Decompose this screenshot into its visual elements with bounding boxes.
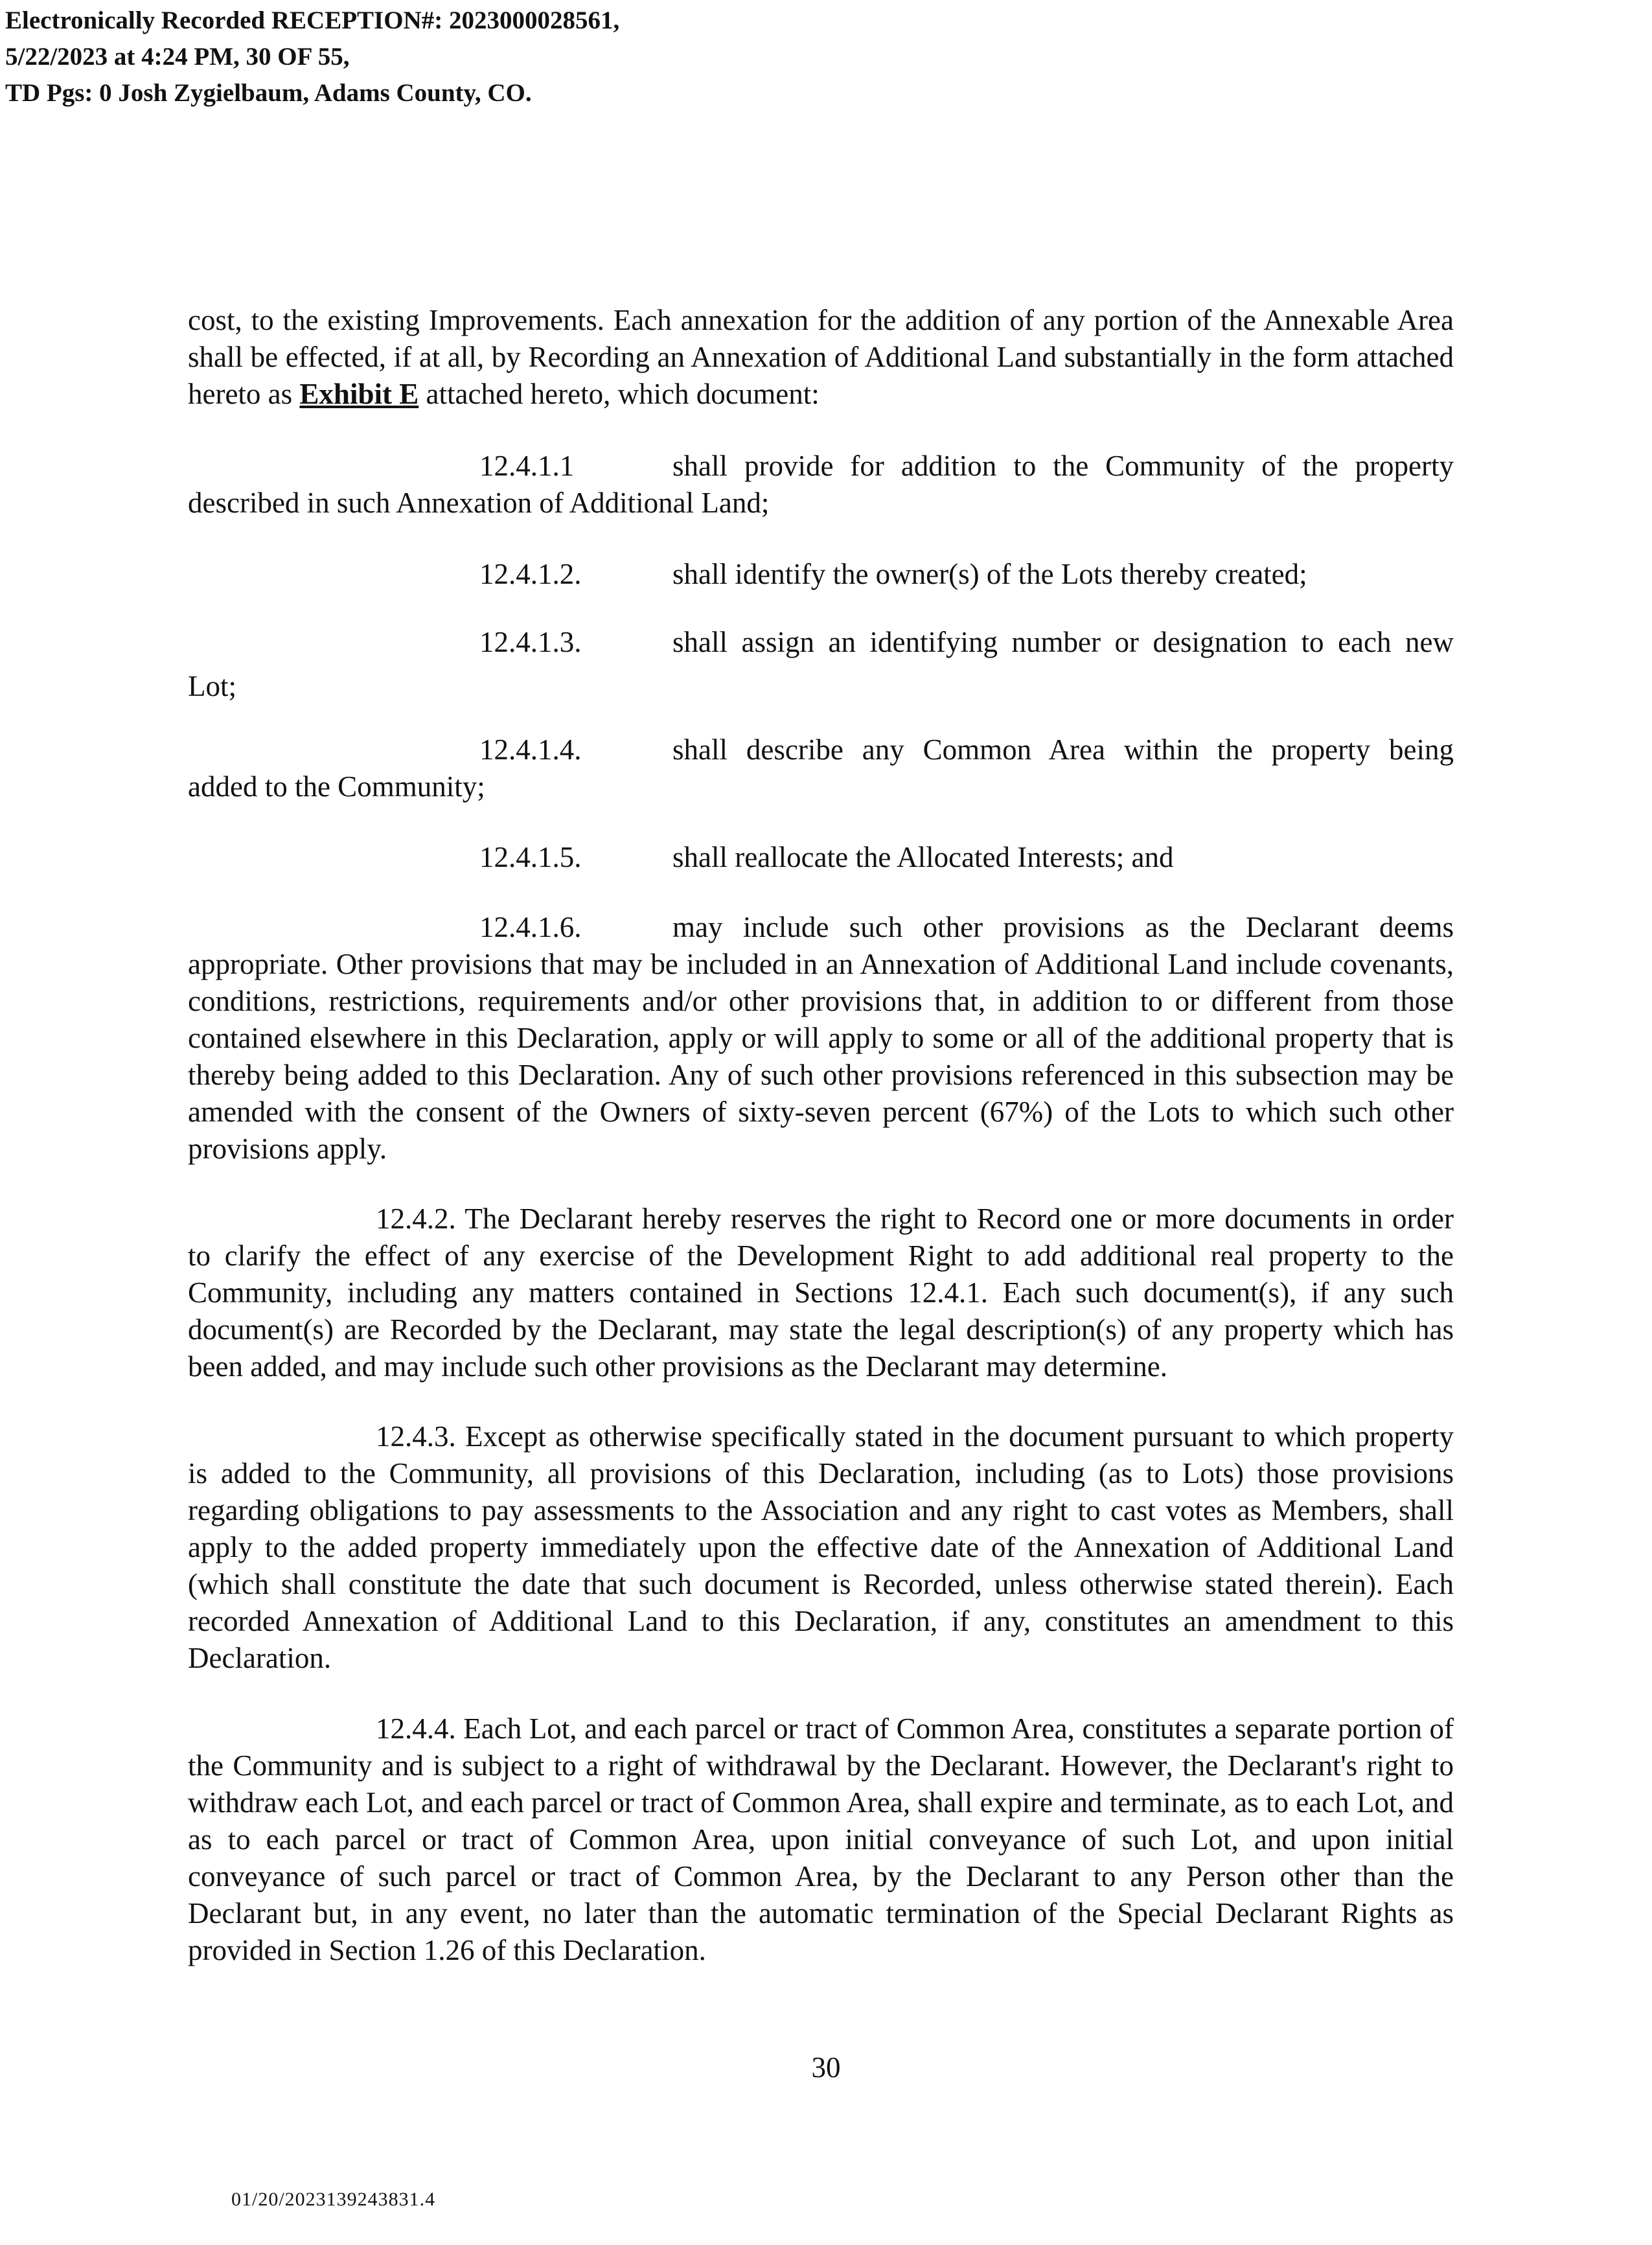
subsection-number: 12.4.1.5.: [479, 841, 582, 873]
page-number: 30: [811, 2051, 841, 2084]
section-12-4-2: [188, 1201, 1454, 1385]
subsection-continuation: appropriate. Other provisions that may be included in an Annexation of Additional Land include covenants, conditions, restrictions, requirements and/or other provisions that, in addition to or different from those contained elsewhere in this Declaration, apply or will apply to some or all of the additional property that is thereby being added to this Declaration. Any of such other provisions referenced in this subsection may be amended with the consent of the Owners of sixty-seven percent (67%) of the Lots to which such other provisions apply.: [188, 948, 1454, 1165]
intro-paragraph: [188, 302, 1454, 413]
subsection-number: 12.4.1.6.: [479, 911, 582, 943]
subsection-text: shall reallocate the Allocated Interests; and: [672, 841, 1174, 873]
subsection-text: may include such other provisions as the Declarant deems: [672, 911, 1454, 943]
section-paragraph: 12.4.3. Except as otherwise specifically stated in the document pursuant to which property is added to the Community, all provisions of this Declaration, including (as to Lots) those provisions regarding obligations to pay assessments to the Association and any right to cast votes as Members, shall apply to the added property immediately upon the effective date of the Annexation of Additional Land (which shall constitute the date that such document is Recorded, unless otherwise stated therein). Each recorded Annexation of Additional Land to this Declaration, if any, constitutes an amendment to this Declaration.: [188, 1420, 1454, 1674]
section-paragraph: 12.4.2. The Declarant hereby reserves the right to Record one or more documents in order to clarify the effect of any exercise of the Development Right to add additional real property to the Community, including any matters contained in Sections 12.4.1. Each such document(s), if any such document(s) are Recorded by the Declarant, may state the legal description(s) of any property which has been added, and may include such other provisions as the Declarant may determine.: [188, 1203, 1454, 1383]
section-12-4-3: [188, 1418, 1454, 1677]
subsection-continuation: described in such Annexation of Additional Land;: [188, 487, 770, 519]
exhibit-e-reference: Exhibit E: [299, 378, 419, 410]
subsection-text: shall assign an identifying number or designation to each new: [672, 626, 1454, 658]
intro-text-before: cost, to the existing Improvements. Each annexation for the addition of any portion of the Annexable Area shall be effected, if at all, by Recording an Annexation of Additional Land substantially in the form attached hereto as: [188, 304, 1454, 410]
subsection-number: 12.4.1.2.: [479, 558, 582, 590]
subsection-number: 12.4.1.1: [479, 450, 575, 482]
subsection-continuation: Lot;: [188, 670, 236, 702]
stamp-line-date: 5/22/2023 at 4:24 PM, 30 OF 55,: [5, 43, 350, 71]
document-id: 01/20/2023139243831.4: [231, 2189, 436, 2210]
recording-stamp: [5, 3, 619, 111]
stamp-line-county: TD Pgs: 0 Josh Zygielbaum, Adams County, CO.: [5, 79, 532, 107]
subsection-text: shall identify the owner(s) of the Lots thereby created;: [672, 558, 1307, 590]
intro-text-after: attached hereto, which document:: [419, 378, 820, 410]
subsection-continuation: added to the Community;: [188, 770, 485, 803]
stamp-line-reception: Electronically Recorded RECEPTION#: 2023000028561,: [5, 6, 620, 34]
subsection-number: 12.4.1.3.: [479, 626, 582, 658]
subsection-number: 12.4.1.4.: [479, 733, 582, 766]
subsection-text: shall describe any Common Area within the property being: [672, 733, 1454, 766]
section-12-4-4: [188, 1710, 1454, 1969]
section-paragraph: 12.4.4. Each Lot, and each parcel or tract of Common Area, constitutes a separate portion of the Community and is subject to a right of withdrawal by the Declarant. However, the Declarant's right to withdraw each Lot, and each parcel or tract of Common Area, shall expire and terminate, as to each Lot, and as to each parcel or tract of Common Area, upon initial conveyance of such Lot, and upon initial conveyance of such parcel or tract of Common Area, by the Declarant to any Person other than the Declarant but, in any event, no later than the automatic termination of the Special Declarant Rights as provided in Section 1.26 of this Declaration.: [188, 1712, 1454, 1966]
subsection-text: shall provide for addition to the Community of the property: [672, 450, 1454, 482]
